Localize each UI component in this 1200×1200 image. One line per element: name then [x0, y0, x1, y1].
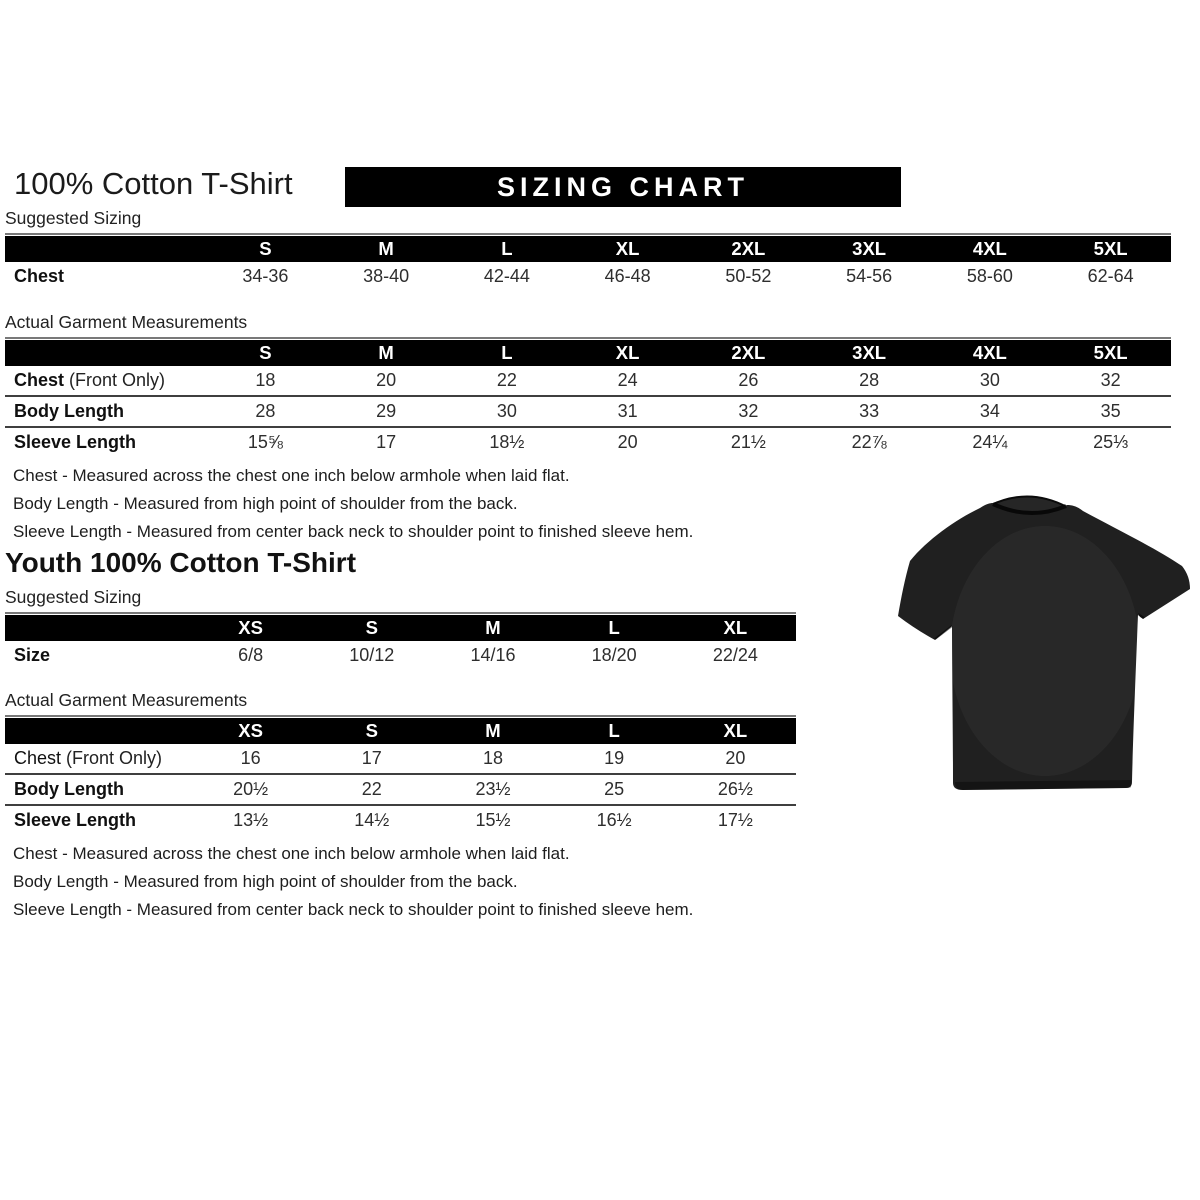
size-value-cell: 50-52 [725, 266, 772, 286]
youth-actual-measurements-label: Actual Garment Measurements [5, 690, 796, 717]
size-value-cell: 30 [496, 401, 517, 421]
size-value-cell: 26½ [717, 779, 753, 799]
size-value-cell: 62-64 [1087, 266, 1134, 286]
table-row [5, 396, 1171, 427]
size-value-cell: 17½ [717, 810, 753, 830]
size-value-cell: 25⅓ [1093, 432, 1129, 452]
table-header-row [5, 340, 1171, 366]
size-value-cell: 28 [859, 370, 880, 390]
size-column-header: 2XL [688, 236, 809, 262]
corner-cell [5, 615, 190, 641]
size-value-cell: 6/8 [238, 645, 264, 665]
size-column-header: M [432, 718, 553, 744]
size-value-cell: 15½ [475, 810, 511, 830]
size-column-header: L [447, 236, 568, 262]
adult-actual-measurements-table [5, 340, 1171, 457]
note-body-length: Body Length - Measured from high point of shoulder from the back. [13, 872, 518, 891]
corner-cell [5, 236, 205, 262]
size-value-cell: 22⅞ [851, 432, 887, 452]
size-column-header: L [447, 340, 568, 366]
note-body-length: Body Length - Measured from high point of shoulder from the back. [13, 494, 518, 513]
size-column-header: S [205, 236, 326, 262]
table-row [5, 744, 796, 774]
size-value-cell: 25 [604, 779, 625, 799]
adult-measurement-notes [13, 462, 693, 546]
size-column-header: XL [567, 340, 688, 366]
size-column-header: 5XL [1050, 340, 1171, 366]
row-label: Body Length [14, 779, 124, 799]
table-header-row [5, 236, 1171, 262]
size-value-cell: 16½ [596, 810, 632, 830]
black-tshirt-image [895, 486, 1195, 806]
size-value-cell: 16 [240, 748, 261, 768]
size-column-header: 4XL [930, 340, 1051, 366]
size-value-cell: 22 [361, 779, 382, 799]
size-value-cell: 18 [255, 370, 276, 390]
row-label: Chest (Front Only) [14, 748, 163, 768]
size-value-cell: 14/16 [470, 645, 516, 665]
size-column-header: S [311, 718, 432, 744]
size-value-cell: 30 [979, 370, 1000, 390]
size-value-cell: 18 [482, 748, 503, 768]
size-value-cell: 24¼ [972, 432, 1008, 452]
size-column-header: M [326, 236, 447, 262]
table-row [5, 805, 796, 835]
sizing-chart-banner [345, 167, 901, 207]
size-value-cell: 58-60 [966, 266, 1013, 286]
size-column-header: S [205, 340, 326, 366]
size-value-cell: 22 [496, 370, 517, 390]
size-value-cell: 32 [1100, 370, 1121, 390]
youth-suggested-sizing-table [5, 615, 796, 670]
youth-measurement-notes [13, 840, 693, 924]
youth-section-title: Youth 100% Cotton T-Shirt [5, 547, 357, 578]
size-value-cell: 34 [979, 401, 1000, 421]
size-value-cell: 22/24 [712, 645, 758, 665]
size-column-header: 5XL [1050, 236, 1171, 262]
table-row [5, 427, 1171, 457]
sizing-chart-banner-text: SIZING CHART [497, 171, 749, 202]
size-value-cell: 42-44 [483, 266, 530, 286]
size-column-header: XL [675, 615, 796, 641]
size-value-cell: 35 [1100, 401, 1121, 421]
note-chest: Chest - Measured across the chest one inch below armhole when laid flat. [13, 466, 570, 485]
size-value-cell: 33 [859, 401, 880, 421]
size-value-cell: 14½ [354, 810, 390, 830]
size-column-header: L [554, 615, 675, 641]
size-value-cell: 31 [617, 401, 638, 421]
size-value-cell: 38-40 [363, 266, 410, 286]
size-value-cell: 17 [376, 432, 397, 452]
row-label: Chest (Front Only) [14, 370, 166, 390]
table-row [5, 262, 1171, 291]
size-value-cell: 15⅝ [247, 432, 283, 452]
size-value-cell: 20 [376, 370, 397, 390]
adult-suggested-sizing-label: Suggested Sizing [5, 208, 1171, 235]
size-column-header: L [554, 718, 675, 744]
youth-actual-measurements-table [5, 718, 796, 835]
page-title: 100% Cotton T-Shirt [14, 166, 293, 201]
size-column-header: M [432, 615, 553, 641]
row-label: Sleeve Length [14, 432, 137, 452]
note-chest: Chest - Measured across the chest one inch below armhole when laid flat. [13, 844, 570, 863]
size-value-cell: 18½ [489, 432, 525, 452]
adult-suggested-sizing-table [5, 236, 1171, 291]
size-value-cell: 18/20 [591, 645, 637, 665]
size-value-cell: 21½ [730, 432, 766, 452]
table-row [5, 641, 796, 670]
table-row [5, 366, 1171, 396]
size-value-cell: 17 [361, 748, 382, 768]
size-column-header: 2XL [688, 340, 809, 366]
table-row [5, 774, 796, 805]
table-header-row [5, 718, 796, 744]
size-value-cell: 23½ [475, 779, 511, 799]
size-column-header: S [311, 615, 432, 641]
size-value-cell: 29 [376, 401, 397, 421]
adult-actual-measurements-label: Actual Garment Measurements [5, 312, 1171, 339]
size-value-cell: 46-48 [604, 266, 651, 286]
size-column-header: XS [190, 615, 311, 641]
corner-cell [5, 718, 190, 744]
size-value-cell: 19 [604, 748, 625, 768]
size-value-cell: 26 [738, 370, 759, 390]
size-column-header: M [326, 340, 447, 366]
size-column-header: XL [675, 718, 796, 744]
size-value-cell: 34-36 [242, 266, 289, 286]
size-value-cell: 54-56 [846, 266, 893, 286]
size-column-header: 4XL [930, 236, 1051, 262]
size-column-header: XS [190, 718, 311, 744]
size-value-cell: 28 [255, 401, 276, 421]
size-value-cell: 10/12 [349, 645, 395, 665]
youth-suggested-sizing-label: Suggested Sizing [5, 587, 796, 614]
row-label: Sleeve Length [14, 810, 137, 830]
size-value-cell: 20 [725, 748, 746, 768]
size-column-header: 3XL [809, 340, 930, 366]
size-value-cell: 20 [617, 432, 638, 452]
size-value-cell: 13½ [233, 810, 269, 830]
corner-cell [5, 340, 205, 366]
note-sleeve-length: Sleeve Length - Measured from center back neck to shoulder point to finished sleeve hem. [13, 900, 694, 919]
size-value-cell: 24 [617, 370, 638, 390]
size-value-cell: 20½ [233, 779, 269, 799]
row-label: Chest [14, 266, 65, 286]
note-sleeve-length: Sleeve Length - Measured from center back neck to shoulder point to finished sleeve hem. [13, 522, 694, 541]
size-column-header: 3XL [809, 236, 930, 262]
table-header-row [5, 615, 796, 641]
row-label: Body Length [14, 401, 124, 421]
size-value-cell: 32 [738, 401, 759, 421]
row-label: Size [14, 645, 51, 665]
size-column-header: XL [567, 236, 688, 262]
